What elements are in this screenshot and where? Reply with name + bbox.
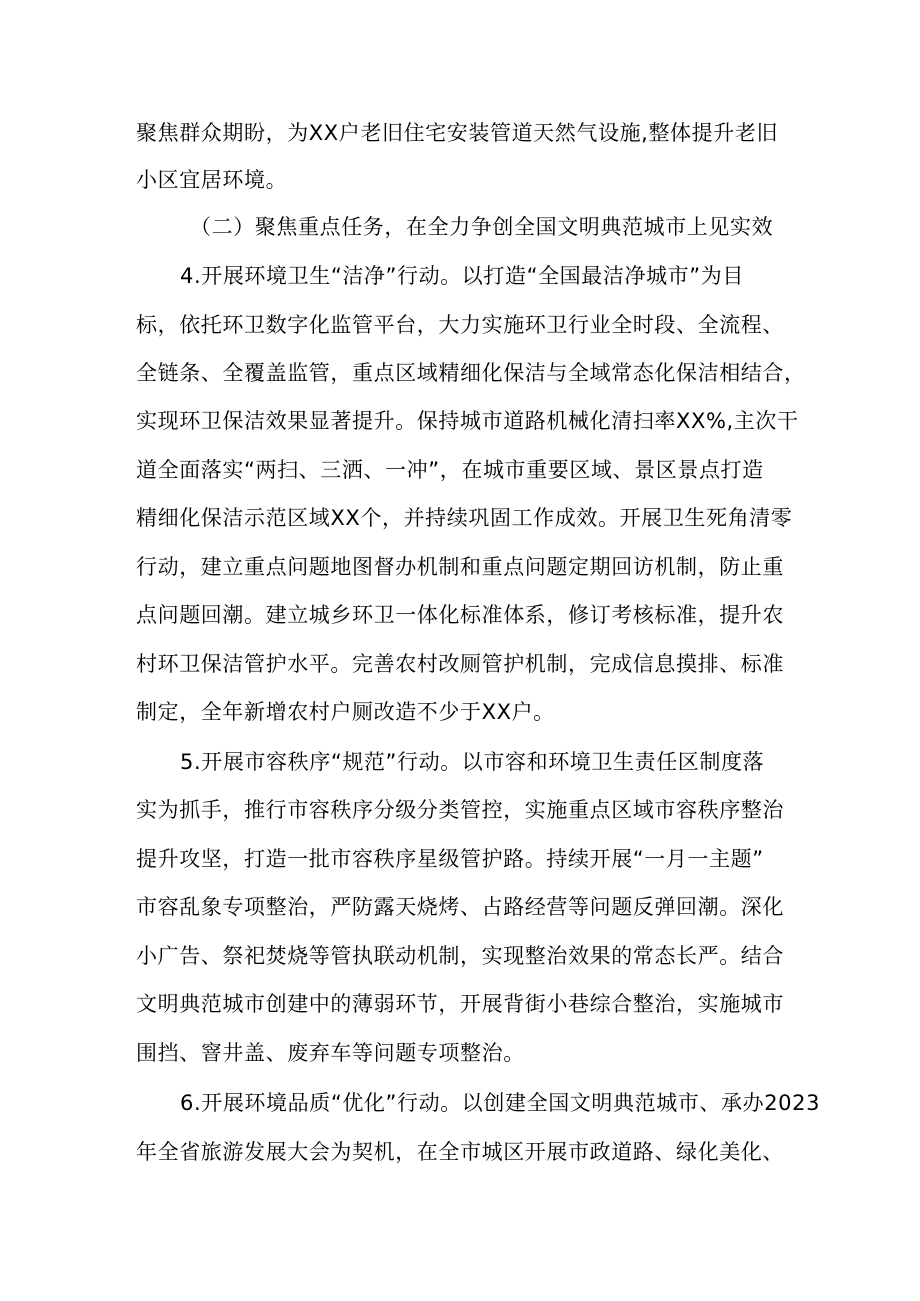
- paragraph-line: 点问题回潮。建立城乡环卫一体化标准体系，修订考核标准，提升农: [136, 603, 784, 627]
- paragraph-line: 文明典范城市创建中的薄弱环节，开展背街小巷综合整治，实施城市: [136, 992, 784, 1016]
- paragraph-line: 市容乱象专项整治，严防露天烧烤、占路经营等问题反弹回潮。深化: [136, 895, 784, 919]
- paragraph-line: 4.开展环境卫生“洁净”行动。以打造“全国最洁净城市”为目: [180, 264, 744, 288]
- paragraph-line: 精细化保洁示范区域XX个，并持续巩固工作成效。开展卫生死角清零: [136, 506, 793, 530]
- paragraph-line: 行动，建立重点问题地图督办机制和重点问题定期回访机制，防止重: [136, 555, 784, 579]
- paragraph-line: 村环卫保洁管护水平。完善农村改厕管护机制，完成信息摸排、标准: [136, 652, 784, 676]
- paragraph-line: 聚焦群众期盼，为XX户老旧住宅安装管道天然气设施,整体提升老旧: [136, 121, 779, 145]
- paragraph-line: 实现环卫保洁效果显著提升。保持城市道路机械化清扫率XX%,主次干: [136, 409, 799, 433]
- paragraph-line: 道全面落实“两扫、三洒、一冲”，在城市重要区域、景区景点打造: [136, 458, 764, 482]
- paragraph-line: 全链条、全覆盖监管，重点区域精细化保洁与全域常态化保洁相结合，: [136, 361, 806, 385]
- paragraph-line: 实为抓手，推行市容秩序分级分类管控，实施重点区域市容秩序整治: [136, 798, 784, 822]
- paragraph-line: 提升攻坚，打造一批市容秩序星级管护路。持续开展“一月一主题”: [136, 847, 764, 871]
- paragraph-line: 围挡、窨井盖、废弃车等问题专项整治。: [136, 1041, 525, 1065]
- section-heading: （二）聚焦重点任务，在全力争创全国文明典范城市上见实效: [190, 215, 774, 239]
- paragraph-line: 小区宜居环境。: [136, 168, 288, 192]
- paragraph-line: 标，依托环卫数字化监管平台，大力实施环卫行业全时段、全流程、: [136, 313, 784, 337]
- paragraph-line: 年全省旅游发展大会为契机，在全市城区开展市政道路、绿化美化、: [136, 1140, 784, 1164]
- paragraph-line: 小广告、祭祀焚烧等管执联动机制，实现整治效果的常态长严。结合: [136, 944, 784, 968]
- paragraph-line: 5.开展市容秩序“规范”行动。以市容和环境卫生责任区制度落: [180, 750, 765, 774]
- paragraph-line: 制定，全年新增农村户厕改造不少于XX户。: [136, 700, 555, 724]
- paragraph-line: 6.开展环境品质“优化”行动。以创建全国文明典范城市、承办2023: [180, 1091, 821, 1115]
